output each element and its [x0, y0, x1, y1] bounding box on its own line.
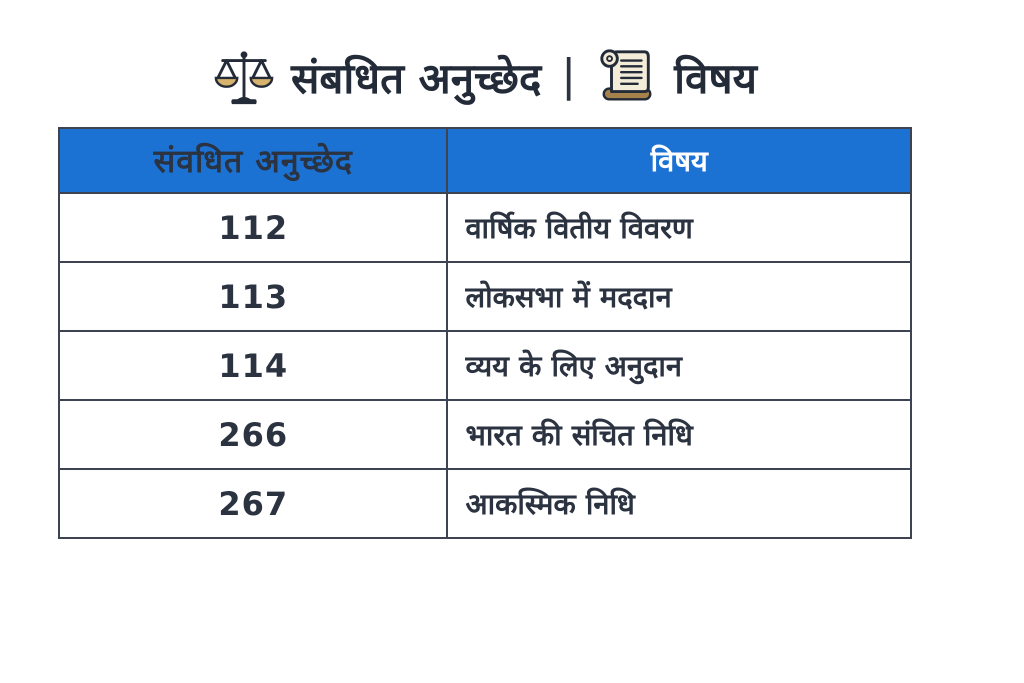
article-subject: भारत की संचित निधि: [465, 418, 693, 452]
balance-scale-icon: [213, 46, 275, 108]
title-text-subject: विषय: [674, 53, 757, 103]
page-title: [58, 42, 912, 112]
table-header-subject: विषय: [650, 144, 708, 178]
table-row: [60, 468, 910, 537]
article-number: 114: [60, 332, 448, 399]
title-separator: |: [561, 49, 577, 101]
title-text-articles: संबधित अनुच्छेद: [291, 53, 542, 103]
article-number: 113: [60, 263, 448, 330]
article-number: 267: [60, 470, 448, 537]
scroll-icon: [596, 46, 658, 108]
table-row: [60, 261, 910, 330]
table-row: [60, 330, 910, 399]
article-number: 112: [60, 194, 448, 261]
table-row: [60, 192, 910, 261]
article-subject: आकस्मिक निधि: [465, 487, 635, 521]
table-header-article: संवधित अनुच्छेद: [60, 129, 448, 192]
articles-table: [58, 127, 912, 539]
table-header-row: [60, 129, 910, 192]
article-subject: व्यय के लिए अनुदान: [465, 349, 683, 383]
article-subject: लोकसभा में मददान: [465, 280, 672, 314]
article-subject: वार्षिक वितीय विवरण: [465, 211, 693, 245]
article-number: 266: [60, 401, 448, 468]
table-row: [60, 399, 910, 468]
